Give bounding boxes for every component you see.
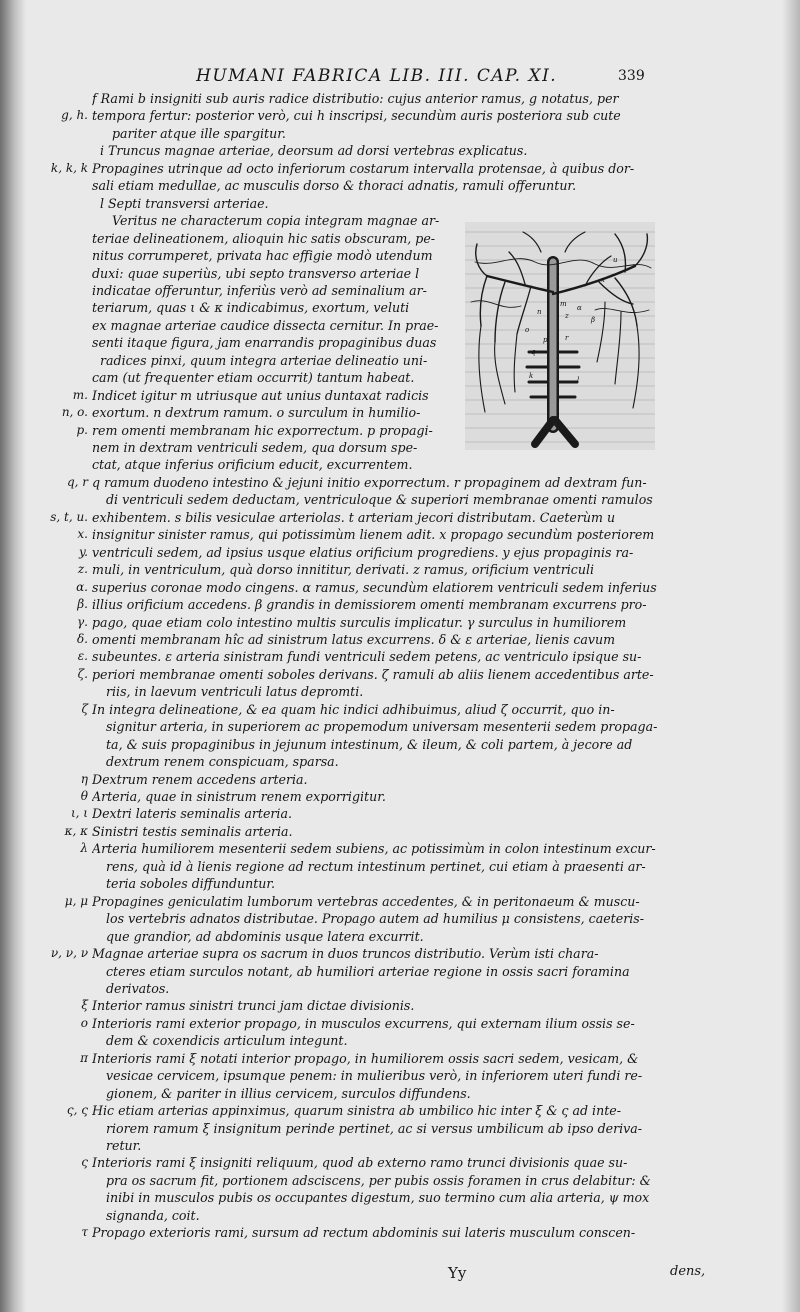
- text-line: [0, 422, 800, 439]
- line-text: senti itaque figura, jam enarrandis propaginibus duas: [92, 335, 437, 351]
- show-through-text: [700, 705, 780, 945]
- svg-text:n: n: [537, 308, 542, 316]
- margin-key: n, o.: [61, 405, 88, 420]
- line-text: periori membranae omenti soboles derivans. ζ ramuli ab aliis lienem accedentibus arte-: [92, 666, 654, 682]
- line-text: superius coronae modo cingens. α ramus, secundùm elatiorem ventriculi sedem inferius: [92, 579, 657, 595]
- line-text: Interior ramus sinistri trunci jam dictae divisionis.: [92, 998, 415, 1014]
- text-line: [0, 648, 800, 665]
- line-text: signanda, coit.: [106, 1207, 200, 1223]
- line-text: cam (ut frequenter etiam occurrit) tantum habeat.: [92, 370, 415, 386]
- margin-key: θ: [80, 789, 88, 803]
- text-line: [0, 352, 800, 369]
- margin-key: ζ.: [77, 666, 88, 681]
- line-text: riorem ramum ξ insignitum perinde pertinet, ac si versus umbilicum ab ipso deriva-: [106, 1120, 643, 1136]
- text-line: [0, 265, 800, 282]
- line-text: Propagines geniculatim lumborum vertebras accedentes, & in peritonaeum & muscu-: [92, 893, 640, 909]
- margin-key: ν, ν, ν: [50, 946, 88, 961]
- margin-key: s, t, u.: [50, 509, 88, 524]
- signature-mark: Yy: [448, 1264, 467, 1282]
- svg-text:x: x: [601, 276, 605, 284]
- catchword: dens,: [670, 1264, 706, 1279]
- text-line: [0, 579, 800, 596]
- line-text: los vertebris adnatos distributae. Propago autem ad humilius μ consistens, caeteris-: [106, 911, 644, 927]
- text-line: [0, 631, 800, 648]
- line-text: derivatos.: [106, 980, 170, 996]
- svg-text:r: r: [565, 334, 569, 342]
- line-text: teriarum, quas ι & κ indicabimus, exortum, veluti: [92, 300, 410, 316]
- margin-key: g, h.: [61, 108, 88, 123]
- text-line: [0, 491, 800, 508]
- text-line: [0, 439, 800, 456]
- text-line: [0, 299, 800, 316]
- line-text: inibi in musculos pubis os occupantes digestum, suo termino cum alia arteria, ψ mox: [106, 1190, 650, 1206]
- text-line: [0, 963, 800, 980]
- line-text: Dextri lateris seminalis arteria.: [92, 806, 292, 822]
- line-text: insignitur sinister ramus, qui potissimùm lienem adit. x propago secundùm posteriorem: [92, 527, 655, 543]
- line-text: ventriculi sedem, ad ipsius usque elatius orificium progrediens. y ejus propaginis ra-: [92, 544, 634, 560]
- line-text: radices pinxi, quum integra arteriae delineatio uni-: [100, 352, 428, 368]
- line-text: Propagines utrinque ad octo inferiorum costarum intervalla protensae, à quibus dor-: [92, 160, 635, 176]
- text-line: [0, 317, 800, 334]
- line-text: exortum. n dextrum ramum. o surculum in humilio-: [92, 405, 421, 421]
- line-text: signitur arteria, in superiorem ac propemodum universam mesenterii sedem propaga-: [106, 719, 658, 735]
- svg-text:p: p: [543, 336, 548, 344]
- line-text: Dextrum renem accedens arteria.: [92, 771, 308, 787]
- text-line: [0, 1207, 800, 1224]
- line-text: l Septi transversi arteriae.: [100, 195, 269, 211]
- line-text: pago, quae etiam colo intestino multis surculis implicatur. γ surculus in humiliorem: [92, 614, 627, 630]
- line-text: exhibentem. s bilis vesiculae arteriolas. t arteriam jecori distributam. Caeterùm u: [92, 509, 616, 525]
- line-text: ta, & suis propaginibus in jejunum intestinum, & ileum, & coli partem, à jecore ad: [106, 736, 633, 752]
- text-line: [0, 544, 800, 561]
- text-line: [0, 823, 800, 840]
- line-text: nitus corrumperet, privata hac effigie modò utendum: [92, 248, 433, 264]
- text-line: [0, 1032, 800, 1049]
- text-line: [0, 509, 800, 526]
- margin-key: η: [80, 771, 88, 786]
- line-text: Sinistri testis seminalis arteria.: [92, 823, 293, 839]
- margin-key: β.: [77, 597, 88, 612]
- text-line: [0, 1137, 800, 1154]
- text-line: [0, 614, 800, 631]
- margin-key: γ.: [77, 614, 88, 629]
- text-line: [0, 910, 800, 927]
- line-text: Hic etiam arterias appinximus, quarum sinistra ab umbilico hic inter ξ & ς ad inte-: [92, 1103, 621, 1119]
- margin-key: ι, ι: [70, 806, 88, 821]
- text-line: [0, 1120, 800, 1137]
- line-text: cteres etiam surculos notant, ab humiliori arteriae regione in ossis sacri foramina: [106, 963, 630, 979]
- text-line: [0, 404, 800, 421]
- text-line: [0, 474, 800, 491]
- margin-key: m.: [72, 387, 88, 402]
- text-line: [0, 334, 800, 351]
- margin-key: λ: [80, 841, 88, 856]
- margin-key: κ, κ: [64, 823, 88, 838]
- text-line: [0, 1085, 800, 1102]
- margin-key: q, r: [66, 474, 88, 489]
- line-text: indicatae offeruntur, inferiùs verò ad seminalium ar-: [92, 282, 427, 298]
- text-line: [0, 1224, 800, 1241]
- margin-key: ξ: [81, 998, 88, 1013]
- line-text: Propago exterioris rami, sursum ad rectum abdominis sui lateris musculum conscen-: [92, 1225, 636, 1241]
- margin-key: τ: [81, 1225, 88, 1240]
- margin-key: x.: [77, 527, 88, 542]
- text-line: [0, 282, 800, 299]
- svg-text:β: β: [591, 316, 596, 324]
- svg-text:u: u: [613, 256, 618, 264]
- margin-key: ς, ς: [66, 1103, 88, 1118]
- margin-key: ς: [81, 1155, 88, 1170]
- line-text: teriae delineationem, alioquin hic satis obscuram, pe-: [92, 230, 436, 246]
- line-text: sali etiam medullae, ac musculis dorso & thoraci adnatis, ramuli offeruntur.: [92, 178, 577, 194]
- line-text: pra os sacrum fit, portionem adsciscens, per pubis ossis foramen in crus delabitur: &: [106, 1172, 651, 1188]
- page-header: [0, 66, 800, 90]
- text-line: [0, 788, 800, 805]
- line-text: pariter atque ille spargitur.: [112, 125, 286, 141]
- text-line: [0, 1015, 800, 1032]
- margin-key: z.: [77, 562, 88, 577]
- text-line: [0, 1189, 800, 1206]
- text-line: [0, 230, 800, 247]
- line-text: ex magnae arteriae caudice dissecta cernitur. In prae-: [92, 317, 439, 333]
- margin-key: ε.: [77, 649, 88, 664]
- line-text: rens, quà id à lienis regione ad rectum intestinum pertinet, cui etiam à praesenti ar-: [106, 858, 646, 874]
- line-text: Arteria, quae in sinistrum renem exporrigitur.: [92, 789, 386, 804]
- text-line: [0, 212, 800, 229]
- text-line: [0, 683, 800, 700]
- artery-engraving: [465, 222, 655, 450]
- line-text: i Truncus magnae arteriae, deorsum ad dorsi vertebras explicatus.: [100, 143, 528, 159]
- line-text: nem in dextram ventriculi sedem, qua dorsum spe-: [92, 440, 418, 455]
- margin-key: p.: [76, 422, 88, 437]
- margin-key: y.: [79, 544, 88, 559]
- text-line: [0, 997, 800, 1014]
- text-line: [0, 142, 800, 159]
- margin-key: α.: [76, 579, 88, 594]
- svg-text:q: q: [531, 348, 536, 356]
- margin-key: ο: [80, 1015, 88, 1030]
- text-line: [0, 771, 800, 788]
- svg-text:m: m: [560, 300, 567, 308]
- text-line: [0, 596, 800, 613]
- text-line: [0, 90, 800, 107]
- line-text: dem & coxendicis articulum integunt.: [106, 1033, 348, 1049]
- line-text: illius orificium accedens. β grandis in demissiorem omenti membranam excurrens pro-: [92, 597, 647, 613]
- line-text: muli, in ventriculum, quà dorso innititur, derivati. z ramus, orificium ventriculi: [92, 562, 595, 578]
- line-text: In integra delineatione, & ea quam hic indici adhibuimus, aliud ζ occurrit, quo in-: [92, 701, 615, 717]
- text-line: [0, 805, 800, 822]
- line-text: duxi: quae superiùs, ubi septo transverso arteriae l: [92, 265, 420, 281]
- margin-key: δ.: [76, 631, 88, 646]
- text-line: [0, 875, 800, 892]
- line-text: Interioris rami exterior propago, in musculos excurrens, qui externam ilium ossis se-: [92, 1015, 635, 1031]
- text-line: [0, 893, 800, 910]
- text-line: [0, 666, 800, 683]
- arteria-figure: [465, 222, 655, 450]
- line-text: ctat, atque inferius orificium educit, excurrentem.: [92, 457, 413, 473]
- text-line: [0, 840, 800, 857]
- text-line: [0, 107, 800, 124]
- line-text: Interioris rami ξ insigniti reliquum, quod ab externo ramo trunci divisionis quae su-: [92, 1155, 628, 1171]
- text-line: [0, 980, 800, 997]
- margin-key: ζ: [81, 701, 88, 716]
- svg-text:o: o: [525, 326, 530, 334]
- text-line: [0, 456, 800, 473]
- line-text: retur.: [106, 1138, 142, 1153]
- text-line: [0, 526, 800, 543]
- line-text: teria soboles diffunduntur.: [106, 876, 276, 892]
- text-line: [0, 945, 800, 962]
- text-line: [0, 369, 800, 386]
- line-text: f Rami b insigniti sub auris radice distributio: cujus anterior ramus, g notatus, per: [92, 91, 619, 106]
- line-text: Magnae arteriae supra os sacrum in duos truncos distributio. Verùm isti chara-: [92, 946, 599, 962]
- page-number: 339: [618, 68, 645, 84]
- line-text: dextrum renem conspicuam, sparsa.: [106, 754, 339, 770]
- text-line: [0, 753, 800, 770]
- line-text: tempora fertur: posterior verò, cui h inscripsi, secundùm auris posteriora sub cute: [92, 108, 621, 124]
- text-line: [0, 1172, 800, 1189]
- margin-key: μ, μ: [64, 893, 88, 908]
- line-text: riis, in laevum ventriculi latus depromti.: [106, 684, 364, 700]
- text-line: [0, 718, 800, 735]
- svg-text:α: α: [577, 304, 582, 312]
- text-line: [0, 1067, 800, 1084]
- text-line: [0, 1154, 800, 1171]
- text-line: [0, 928, 800, 945]
- text-line: [0, 858, 800, 875]
- line-text: Indicet igitur m utriusque aut unius duntaxat radicis: [92, 387, 429, 403]
- line-text: Arteria humiliorem mesenterii sedem subiens, ac potissimùm in colon intestinum excur-: [92, 841, 656, 857]
- margin-key: π: [80, 1050, 88, 1065]
- text-line: [0, 1050, 800, 1067]
- running-head: HUMANI FABRICA LIB. III. CAP. XI.: [196, 66, 558, 86]
- text-line: [0, 177, 800, 194]
- line-text: q ramum duodeno intestino & jejuni initio exporrectum. r propaginem ad dextram fun-: [92, 474, 647, 490]
- line-text: Interioris rami ξ notati interior propago, in humiliorem ossis sacri sedem, vesicam, &: [92, 1050, 639, 1066]
- text-line: [0, 561, 800, 578]
- svg-text:l: l: [577, 376, 580, 384]
- text-line: [0, 701, 800, 718]
- line-text: rem omenti membranam hic exporrectum. p propagi-: [92, 422, 433, 438]
- line-text: subeuntes. ε arteria sinistram fundi ventriculi sedem petens, ac ventriculo ipsique su-: [92, 649, 642, 665]
- line-text: omenti membranam hîc ad sinistrum latus excurrens. δ & ε arteriae, lienis cavum: [92, 631, 616, 647]
- text-line: [0, 160, 800, 177]
- line-text: Veritus ne characterum copia integram magnae ar-: [112, 213, 440, 229]
- margin-key: k, k, k: [50, 160, 88, 175]
- line-text: que grandior, ad abdominis usque latera excurrit.: [106, 928, 424, 944]
- text-line: [0, 125, 800, 142]
- svg-text:k: k: [529, 372, 534, 380]
- line-text: vesicae cervicem, ipsumque penem: in mulieribus verò, in inferiorem uteri fundi re-: [106, 1068, 643, 1084]
- svg-text:z: z: [565, 312, 569, 320]
- text-line: [0, 247, 800, 264]
- text-line: [0, 736, 800, 753]
- line-text: gionem, & pariter in illius cervicem, surculos diffundens.: [106, 1085, 471, 1101]
- text-line: [0, 195, 800, 212]
- text-line: [0, 1102, 800, 1119]
- line-text: di ventriculi sedem deductam, ventriculoque & superiori membranae omenti ramulos: [106, 492, 653, 508]
- text-line: [0, 387, 800, 404]
